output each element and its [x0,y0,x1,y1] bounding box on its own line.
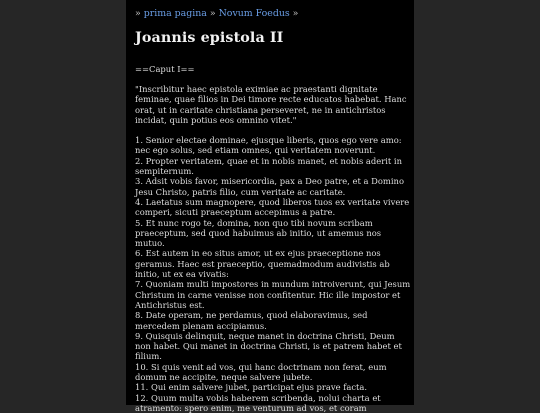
verse-9: 9. Quisquis delinquit, neque manet in doctrina Christi, Deum non habet. Qui manet in doctrina Christi, is et patrem habet et filium. [135,330,402,362]
verse-3: 3. Adsit vobis favor, misericordia, pax a Deo patre, et a Domino Jesu Christo, patris filio, cum veritate ac caritate. [135,176,404,197]
breadcrumb [135,8,413,20]
breadcrumb-suffix: » [289,8,299,19]
verse-11: 11. Qui enim salvere jubet, participat ejus prave facta. [135,382,368,393]
verse-7: 7. Quoniam multi impostores in mundum introiverunt, qui Jesum Christum in carne venisse non confitentur. Hic ille impostor et Antichristus est. [135,279,411,310]
verse-12: 12. Quum multa vobis haberem scribenda, nolui charta et atramento: spero enim, me venturum ad vos, et coram [135,392,381,413]
verse-10: 10. Si quis venit ad vos, qui hanc doctrinam non ferat, eum domum ne accipite, neque salvere jubete. [135,361,387,383]
page-column [126,0,414,413]
breadcrumb-prefix: » [135,8,144,19]
verse-list [135,135,413,413]
breadcrumb-link-novum-foedus[interactable]: Novum Foedus [218,8,290,19]
verse-2: 2. Propter veritatem, quae et in nobis manet, et nobis aderit in sempiternum. [135,155,403,177]
chapter-heading: ==Caput I== [135,64,195,74]
verse-5: 5. Et nunc rogo te, domina, non quo tibi novum scribam praeceptum, sed quod habuimus ab initio, ut amemus nos mutuo. [135,217,382,249]
breadcrumb-separator: » [206,8,219,19]
chapter-summary: "Inscribitur haec epistola eximiae ac praestanti dignitate feminae, quae filios in Dei timore recte educatos habebat. Hanc orat, ut in caritate christiana perseveret, ne in antichristos incidat, quin potius eos omnino vitet." [135,84,407,125]
verse-6: 6. Est autem in eo situs amor, ut ex ejus praeceptione nos geramus. Haec est praeceptio, quemadmodum audivistis ab initio, ut ex ea vivatis: [135,248,390,280]
verse-1: 1. Senior electae dominae, ejusque liberis, quos ego vere amo: nec ego solus, sed etiam omnes, qui veritatem noverunt. [135,135,402,156]
verse-8: 8. Date operam, ne perdamus, quod elaboravimus, sed mercedem plenam accipiamus. [135,310,368,331]
breadcrumb-link-prima-pagina[interactable]: prima pagina [143,8,207,19]
page-title: Joannis epistola II [135,30,284,46]
article-content [135,8,413,413]
verse-4: 4. Laetatus sum magnopere, quod liberos tuos ex veritate vivere comperi, sicuti praeceptum accepimus a patre. [135,196,410,218]
